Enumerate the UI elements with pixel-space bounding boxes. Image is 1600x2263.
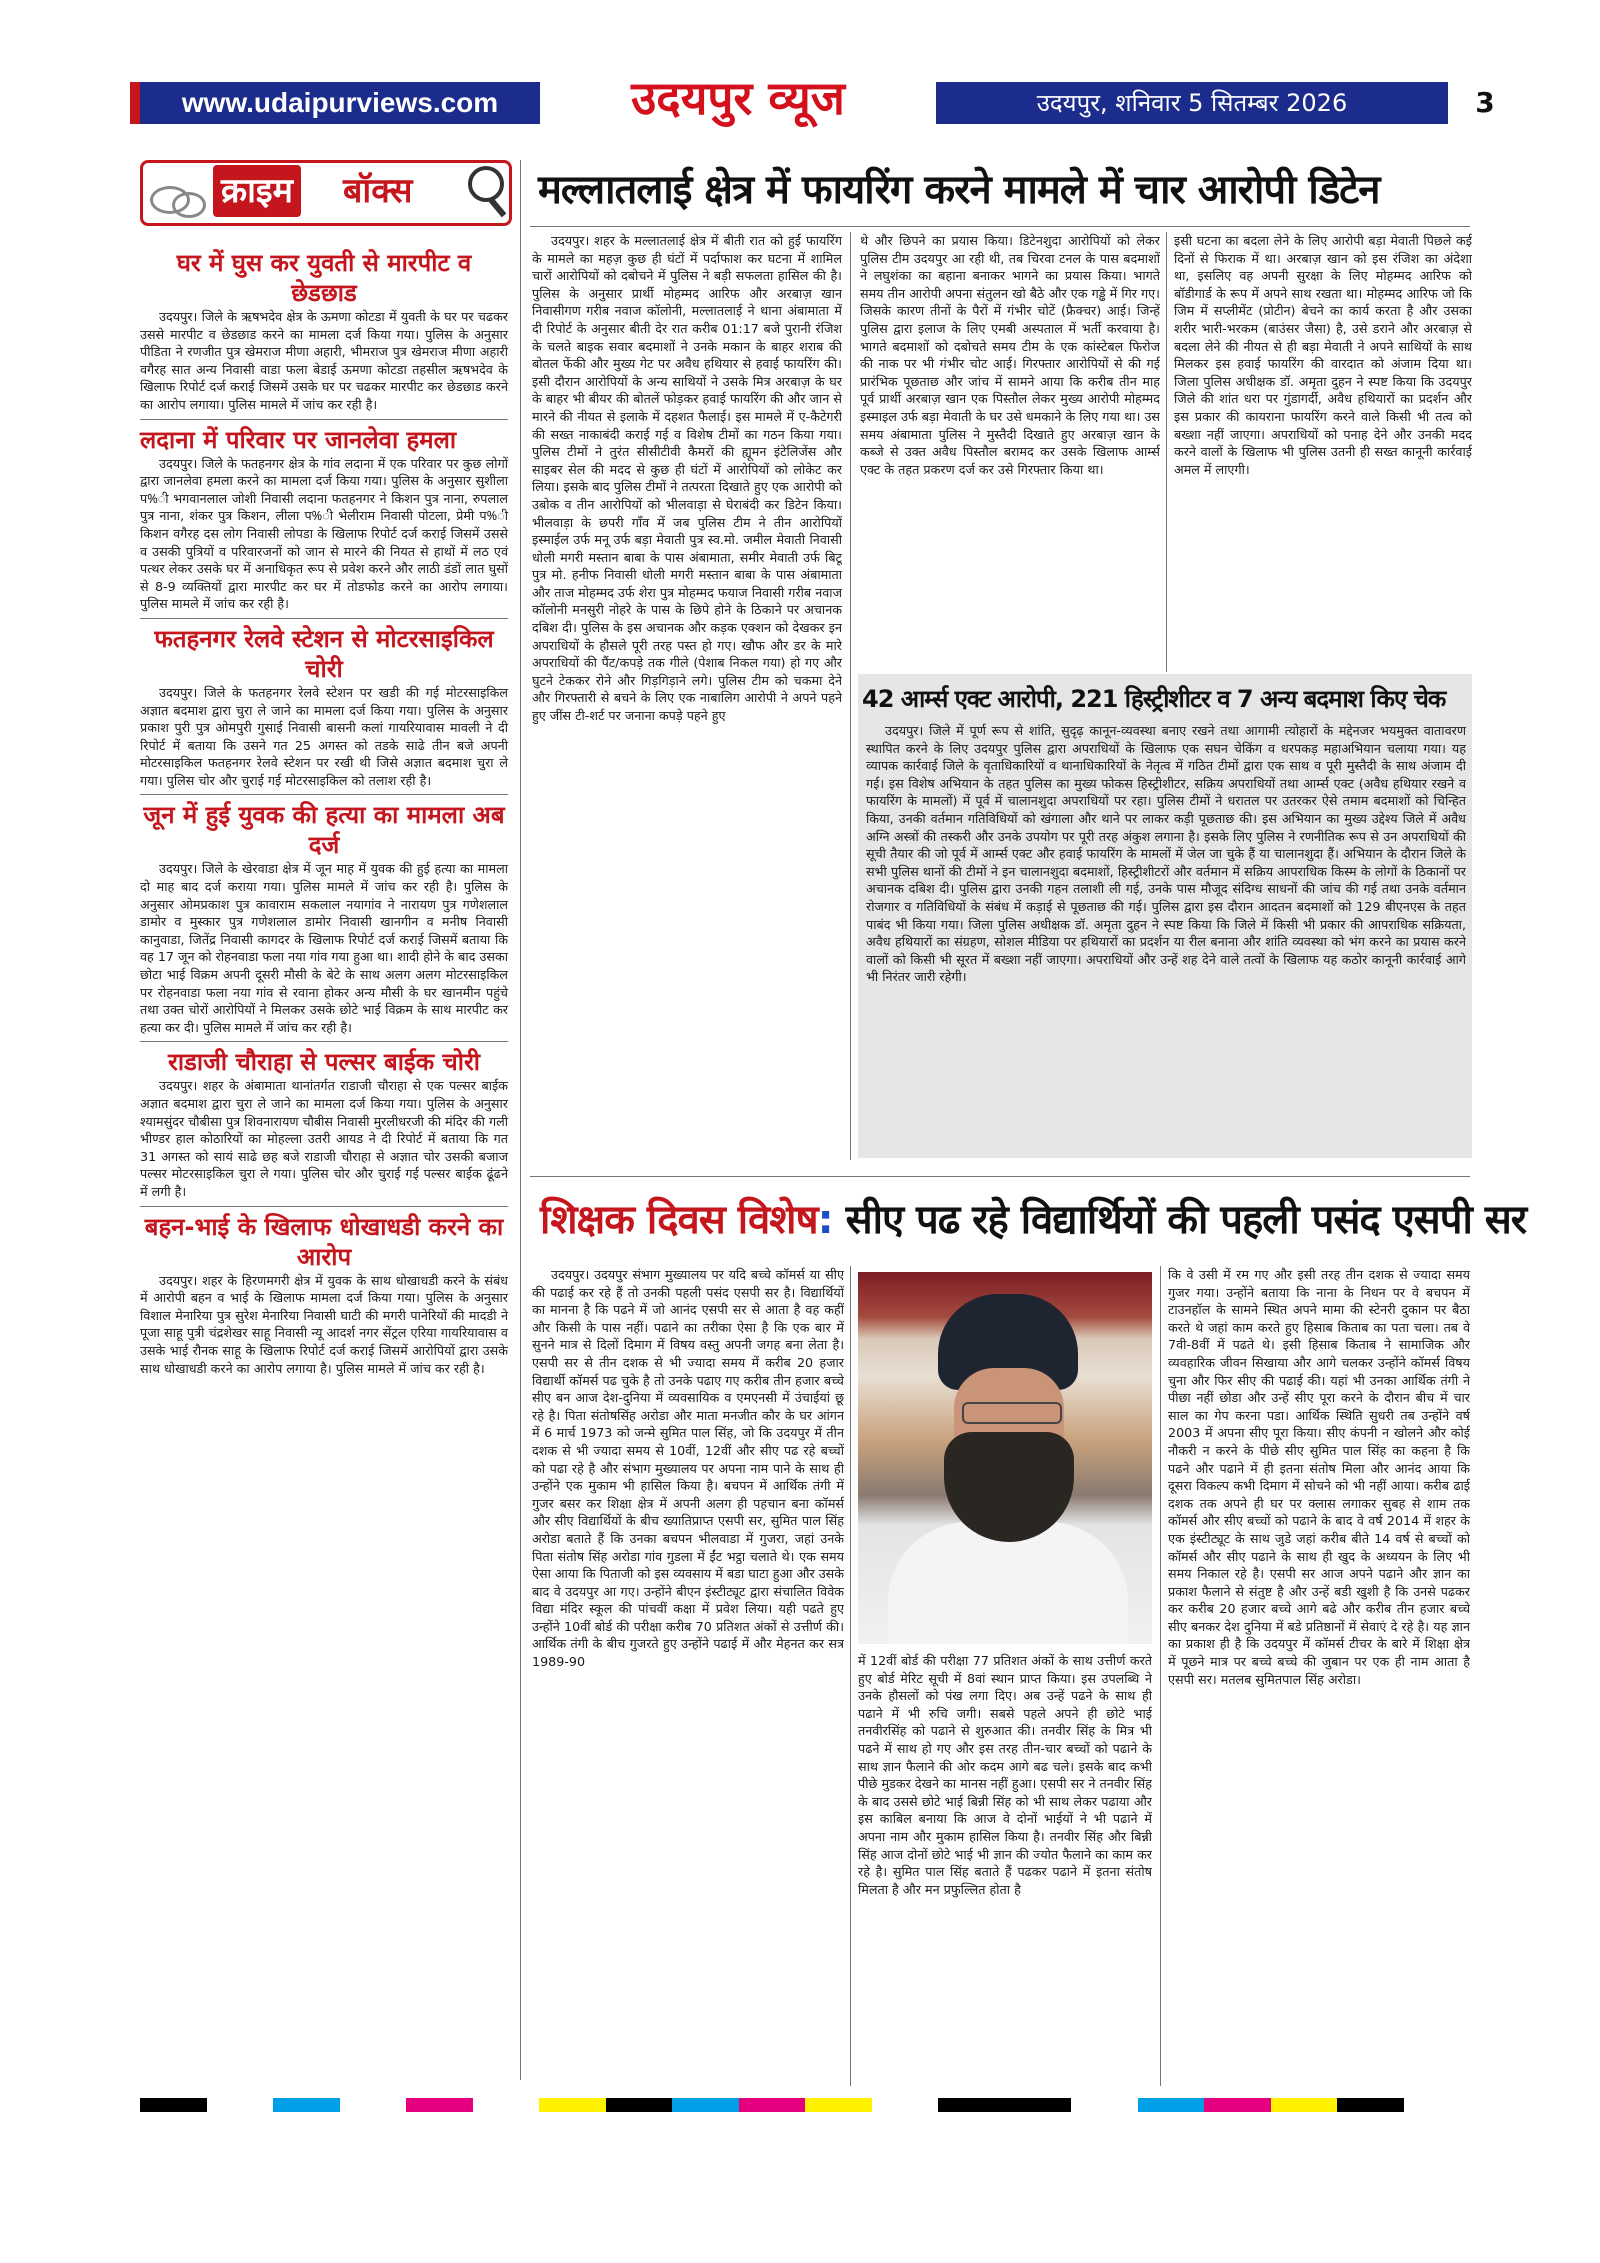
color-swatch [1204, 2098, 1271, 2112]
story-block [140, 425, 508, 613]
divider [140, 618, 508, 619]
color-swatch [473, 2098, 540, 2112]
teacher-story-col1: उदयपुर। उदयपुर संभाग मुख्यालय पर यदि बच्चे कॉमर्स या सीए की पढाई कर रहे हैं तो उनकी पहली पसंद एसपी सर है। विद्यार्थियों का मानना है कि पढने में जो आनंद एसपी सर से आता है वह कहीं और किसी के पास नहीं। पढाने का तरीका ऐसा है कि एक बार में सुनने मात्र से दिलों दिमाग में विषय वस्तु अपनी जगह बना लेता है। एसपी सर से तीन दशक से भी ज्यादा समय में करीब 20 हजार विद्यार्थी कॉमर्स पढ चुके है तो उनके पढाए गए करीब तीन हजार बच्चे सीए बन आज देश-दुनिया में व्यवसायिक व एमएनसी में उंचाईयां छू रहे है। पिता संतोषसिंह अरोडा और माता मनजीत कौर के घर आंगन में 6 मार्च 1973 को जन्मे सुमित पाल सिंह, जो कि उदयपुर में तीन दशक से भी ज्यादा समय से 10वीं, 12वीं और सीए पढ रहे बच्चों को पढा रहे है और संभाग मुख्यालय पर अपना नाम पाने के साथ ही उन्होंने एक मुकाम भी हासिल किया है। बचपन में आर्थिक तंगी में गुजर बसर कर शिक्षा क्षेत्र में अपनी अलग ही पहचान बना कॉमर्स और सीए विद्यार्थियों के बीच ख्यातिप्राप्त एसपी सर, सुमित पाल सिंह अरोडा बताते हैं कि उनका बचपन भीलवाडा में गुजरा, जहां उनके पिता संतोष सिंह अरोडा गांव गुडला में ईंट भट्ठा चलाते थे। एक समय ऐसा आया कि पिताजी को इस व्यवसाय में बडा घाटा हुआ और उसके बाद वे उदयपुर आ गए। उन्होंने बीएन इंस्टीट्यूट द्वारा संचालित विवेक विद्या मंदिर स्कूल की पांचवीं कक्षा में प्रवेश लिया। यही पढते हुए उन्होंने 10वीं बोर्ड की परीक्षा करीब 70 प्रतिशत अंकों से उत्तीर्ण की। आर्थिक तंगी के बीच गुजरते हुए उन्होंने पढाई में और मेहनत कर सत्र 1989-90 [532, 1267, 844, 1670]
color-swatch [938, 2098, 1005, 2112]
story-body: उदयपुर। जिले के खेरवाडा क्षेत्र में जून माह में युवक की हुई हत्या का मामला दो माह बाद दर्ज कराया गया। पुलिस मामले में जांच कर रही है। पुलिस के अनुसार ओमप्रकाश पुत्र कावाराम सकलाल नयागांव ने नारायण पुत्र गणेशलाल डामोर व मुस्कार पुत्र गणेशलाल डामोर निवासी खानगीन व मनीष निवासी कानुवाडा, जितेंद्र निवासी कागदर के खिलाफ रिपोर्ट दर्ज कराई जिसमें बताया कि वह 17 जून को रोहनवाडा फला नया गांव गया हुआ था। शादी होने के बाद उसका छोटा भाई विक्रम अपनी दूसरी मौसी के बेटे के साथ अलग अलग मोटरसाइकिल पर रोहनवाडा फला नया गांव से रवाना होकर अन्य मौसी के घर खानमीन पहुंचे तथा उक्त चोरों आरोपियों ने मिलकर उसके छोटे भाई विक्रम के साथ मारपीट कर हत्या कर दी। पुलिस मामले में जांच कर रही है। [140, 861, 508, 1035]
color-swatch [672, 2098, 739, 2112]
issue-date: उदयपुर, शनिवार 5 सितम्बर 2026 [936, 82, 1448, 124]
firing-story-col1: उदयपुर। शहर के मल्लातलाई क्षेत्र में बीती रात को हुई फायरिंग के मामले का महज़ कुछ ही घंटों में पर्दाफाश कर घटना में शामिल चारों आरोपियों को दबोचने में पुलिस ने बड़ी सफलता हासिल की है। पुलिस के अनुसार प्रार्थी मोहम्मद आरिफ और अरबाज़ खान निवासीगण गरीब नवाज कॉलोनी, मल्लातलाई ने थाना अंबामाता में दी रिपोर्ट के अनुसार बीती देर रात करीब 01:17 बजे पुरानी रंजिश के चलते बाइक सवार बदमाशों ने उनके मकान के बाहर शराब की बोतल फेंकी और मुख्य गेट पर अवैध हथियार से हवाई फायरिंग की। इसी दौरान आरोपियों के अन्य साथियों ने उसके मित्र अरबाज़ के घर के बाहर भी बीयर की बोतलें फोड़कर हवाई फायरिंग की और जान से मारने की नीयत से इलाके में दहशत फैलाई। इस मामले में ए-कैटेगरी की सख्त नाकाबंदी कराई गई व विशेष टीमों का गठन किया गया। पुलिस टीमों ने तुरंत सीसीटीवी कैमरों की ह्यूमन इंटेलिजेंस और साइबर सेल की मदद से कुछ ही घंटों में आरोपियों को लोकेट कर लिया। इसके बाद पुलिस टीमों ने तत्परता दिखाते हुए एक आरोपी को उबोक व तीन आरोपियों को भीलवाड़ा से घेराबंदी कर डिटेन किया। भीलवाड़ा के छपरी गाँव में जब पुलिस टीम ने तीन आरोपियों इस्माईल उर्फ मनू उर्फ बड़ा मेवाती पुत्र स्व.मो. जमील मेवाती निवासी धोली मगरी मस्तान बाबा के पास अंबामाता, समीर मेवाती उर्फ बिटू पुत्र मो. हनीफ निवासी धोली मगरी मस्तान बाबा के पास अंबामाता और ताज मोहम्मद उर्फ शेरा पुत्र मोहम्मद फयाज निवासी गरीब नवाज कॉलोनी मनसुरी नोहरे के पास के छिपे होने के ठिकाने पर अचानक दबिश दी। पुलिस के इस अचानक और कड़क एक्शन को देखकर इन अपराधियों के हौसले पूरी तरह पस्त हो गए। खौफ और डर के मारे अपराधियों की पैंट/कपड़े तक गीले (पेशाब निकल गया) हो गए और घुटने टेककर रोने और गिड़गिड़ाने लगे। पुलिस टीम को चकमा देने और गिरफ्तारी से बचने के लिए एक नाबालिग आरोपी ने अपने पहने हुए जींस टी-शर्ट पर जनाना कपड़े पहने हुए [532, 233, 842, 724]
arms-story-headline: 42 आर्म्स एक्ट आरोपी, 221 हिस्ट्रीशीटर व 7 अन्य बदमाश किए चेक [862, 685, 1446, 713]
firing-story-headline: मल्लातलाई क्षेत्र में फायरिंग करने मामले में चार आरोपी डिटेन [538, 167, 1380, 213]
story-body: उदयपुर। जिले के ऋषभदेव क्षेत्र के ऊमणा कोटडा में युवती के घर पर चढकर उससे मारपीट व छेडछाड करने का मामला दर्ज किया गया। पुलिस के अनुसार पीडिता ने रणजीत पुत्र खेमराज मीणा अहारी, भीमराज पुत्र खेमराज मीणा अहारी वगैरह सात अन्य निवासी वाडा फला बेडाई ऊमणा कोटडा तहसील ऋषभदेव के खिलाफ रिपोर्ट दर्ज कराई जिसमें उसके घर पर चढकर मारपीट कर छेडछाड करने का आरोप लगाया। पुलिस मामले में जांच कर रही है। [140, 309, 508, 412]
story-block [140, 1047, 508, 1200]
masthead [140, 71, 1500, 125]
color-swatch [140, 2098, 207, 2112]
crime-box-word2: बॉक्स [343, 171, 413, 211]
story-body: उदयपुर। शहर के हिरणमगरी क्षेत्र में युवक के साथ धोखाधडी करने के संबंध में आरोपी बहन व भाई के खिलाफ मामला दर्ज किया गया। पुलिस के अनुसार विशाल मेनारिया पुत्र सुरेश मेनारिया निवासी घाटी की मगरी पानेरियों की मादडी ने पूजा साहू पुत्री चंद्रशेखर साहू निवासी न्यू आदर्श नगर सेंट्रल एरिया गायरियावास व उसके भाई रौनक साहू के खिलाफ रिपोर्ट दर्ज कराई जिसमें आरोपियों द्वारा उसके साथ धोखाधडी करने का आरोप लगाया है। पुलिस मामले में जांच कर रही है। [140, 1272, 508, 1376]
color-swatch [539, 2098, 606, 2112]
column-rule [1160, 1266, 1161, 2086]
headline-main: सीए पढ रहे विद्यार्थियों की पहली पसंद एसपी सर [845, 1197, 1527, 1243]
story-heading: लदाना में परिवार पर जानलेवा हमला [140, 425, 457, 454]
divider [140, 794, 508, 795]
column-rule [1166, 232, 1167, 672]
story-body: उदयपुर। जिले के फतहनगर क्षेत्र के गांव लदाना में एक परिवार पर कुछ लोगों द्वारा जानलेवा हमला करने का मामला दर्ज किया गया। पुलिस के अनुसार सुशीला प%ी भगवानलाल जोशी निवासी लदाना फतहनगर ने किशन पुत्र नाना, रुपलाल पुत्र नाना, शंकर पुत्र किशन, लीला प%ी भेलीराम निवासी पोटला, प्रेमी प%ी किशन वगैरह दस लोग निवासी लोपडा के खिलाफ रिपोर्ट दर्ज कराई जिसमें उससे व उसकी पुत्रियों व परिवारजनों को जान से मारने की नियत से हाथों में लठ एवं पत्थर लेकर उसके घर में अनाधिकृत रूप से प्रवेश करने और लाठी डंडों लात घुसों से 8-9 व्यक्तियों द्वारा मारपीट कर घर में तोडफोड करने का आरोप लगाया। पुलिस मामले में जांच कर रही है। [140, 455, 508, 612]
color-swatch [872, 2098, 939, 2112]
column-rule [520, 160, 521, 2080]
story-heading: घर में घुस कर युवती से मारपीट व छेडछाड [176, 249, 472, 307]
color-swatch [1138, 2098, 1205, 2112]
story-heading: फतहनगर रेलवे स्टेशन से मोटरसाइकिल चोरी [154, 624, 494, 683]
story-heading: राडाजी चौराहा से पल्सर बाईक चोरी [168, 1048, 480, 1077]
firing-story-col2: थे और छिपने का प्रयास किया। डिटेनशुदा आरोपियों को लेकर पुलिस टीम उदयपुर आ रही थी, तब चिरवा टनल के पास बदमाशों ने लघुशंका का बहाना बनाकर भागने का प्रयास किया। भागते समय तीन आरोपी अपना संतुलन खो बैठे और एक गड्ढे में गिर गए। जिसके कारण तीनों के पैरों में गंभीर चोटें (फ्रैक्चर) आई। जिन्हें पुलिस द्वारा इलाज के लिए एमबी अस्पताल में भर्ती करवाया है। भागते बदमाशों को दबोचते समय टीम के एक कांस्टेबल फिरोज की नाक पर भी गंभीर चोट आई। गिरफ्तार आरोपियों से की गई प्रारंभिक पूछताछ और जांच में सामने आया कि करीब तीन माह पूर्व प्रार्थी अरबाज़ खान एक पिस्तौल लेकर मुख्य आरोपी मोहम्मद इस्माइल उर्फ बड़ा मेवाती के घर उसे धमकाने के लिए गया था। उस समय अंबामाता पुलिस ने मुस्तैदी दिखाते हुए अरबाज़ खान के कब्जे से उक्त अवैध पिस्तौल बरामद कर उसके खिलाफ आर्म्स एक्ट के तहत प्रकरण दर्ज कर उसे गिरफ्तार किया था। [860, 233, 1160, 477]
headline-kicker: शिक्षक दिवस विशेष [540, 1197, 818, 1243]
teacher-story-headline [540, 1190, 1527, 1254]
story-block [140, 248, 508, 414]
page-number: 3 [1475, 86, 1495, 119]
divider [140, 1041, 508, 1042]
color-swatch [1071, 2098, 1138, 2112]
website-url[interactable]: www.udaipurviews.com [140, 82, 540, 124]
color-swatch [207, 2098, 274, 2112]
firing-story-col3: इसी घटना का बदला लेने के लिए आरोपी बड़ा मेवाती पिछले कई दिनों से फिराक में था। अरबाज़ खान को इस रंजिश का अंदेशा था, इसलिए वह अपनी सुरक्षा के लिए मोहम्मद आरिफ को बॉडीगार्ड के रूप में अपने साथ रखता था। मोहम्मद आरिफ जो कि जिम में सप्लीमेंट (प्रोटीन) बेचने का कार्य करता है और उसका शरीर भारी-भरकम (बाउंसर जैसा) है, उसे डराने और अरबाज़ से बदला लेने की नीयत से ही बड़ा मेवाती ने अपने साथियों के साथ मिलकर इस हवाई फायरिंग की वारदात को अंजाम दिया था। जिला पुलिस अधीक्षक डॉ. अमृता दुहन ने स्पष्ट किया कि उदयपुर जिले की शांत धरा पर गुंडागर्दी, अवैध हथियारों का प्रदर्शन और इस प्रकार की कायराना फायरिंग करने वाले किसी भी तत्व को बख्शा नहीं जाएगा। अपराधियों को पनाह देने और उनकी मदद करने वालों के खिलाफ भी पुलिस उतनी ही सख्त कानूनी कार्रवाई अमल में लाएगी। [1174, 233, 1472, 477]
teacher-story-col2: में 12वीं बोर्ड की परीक्षा 77 प्रतिशत अंकों के साथ उत्तीर्ण करते हुए बोर्ड मेरिट सूची में 8वां स्थान प्राप्त किया। इस उपलब्धि ने उनके हौसलों को पंख लगा दिए। अब उन्हें पढने के साथ ही पढाने में भी रुचि जगी। सबसे पहले अपने ही छोटे भाई तनवीरसिंह को पढाने से शुरुआत की। तनवीर सिंह के मित्र भी पढने में साथ हो गए और इस तरह तीन-चार बच्चों को पढाने के साथ ज्ञान फैलाने की ओर कदम आगे बढ चले। इसके बाद कभी पीछे मुडकर देखने का मानस नहीं हुआ। एसपी सर ने तनवीर सिंह के बाद उससे छोटे भाई बिन्नी सिंह को भी साथ लेकर पढाया और इस काबिल बनाया कि आज वे दोनों भाईयों ने भी पढाने में अपना नाम और मुकाम हासिल किया है। तनवीर सिंह और बिन्नी सिंह आज दोनों छोटे भाई भी ज्ञान की ज्योत फैलाने का काम कर रहे है। सुमित पाल सिंह बताते हैं पढकर पढाने में इतना संतोष मिलता है और मन प्रफुल्लित होता है [858, 1653, 1152, 1897]
color-swatch [1404, 2098, 1471, 2112]
divider [140, 1206, 508, 1207]
color-swatch [273, 2098, 340, 2112]
story-block [140, 800, 508, 1036]
color-swatch [606, 2098, 673, 2112]
teacher-photo [858, 1272, 1152, 1644]
color-swatch [406, 2098, 473, 2112]
column-rule [850, 232, 851, 1160]
story-block [140, 1212, 508, 1378]
newspaper-name: उदयपुर व्यूज [631, 71, 845, 125]
story-block [140, 624, 508, 790]
teacher-story-col3: कि वे उसी में रम गए और इसी तरह तीन दशक से ज्यादा समय गुजर गया। उन्होंने बताया कि नाना के निधन पर वे बचपन में टाउनहॉल के सामने स्थित अपने मामा की स्टेनरी दुकान पर बैठा करते थे जहां काम करते हुए हिसाब किताब का पता चला। तब वे 7वी-8वीं में पढते थे। इसी हिसाब किताब ने सामाजिक और व्यवहारिक जीवन सिखाया और आगे चलकर उन्होंने कॉमर्स विषय चुना और फिर सीए की पढाई की। यहां भी उनका आर्थिक तंगी ने पीछा नहीं छोडा और उन्हें सीए पूरा करने के दौरान बीच में चार साल का गेप करना पडा। आर्थिक स्थिति सुधरी तब उन्होंने वर्ष 2003 में अपना सीए पूरा किया। सीए कंपनी न खोलने और कोई नौकरी न करने के पीछे सीए सुमित पाल सिंह का कहना है कि पढने और पढाने में ही इतना संतोष मिला और आनंद आया कि दूसरा विकल्प कभी दिमाग में सोचने को भी नहीं आया। करीब ढाई दशक तक अपने ही घर पर क्लास लगाकर सुबह से शाम तक कॉमर्स और सीए बच्चों को पढाने के बाद वे वर्ष 2014 में शहर के एक इंस्टीट्यूट के साथ जुडे जहां करीब बीते 14 वर्ष से बच्चों को कॉमर्स और सीए पढाने के साथ ही खुद के अध्ययन के लिए भी समय निकाल रहे है। एसपी सर आज अपने पढाने और ज्ञान का प्रकाश फैलाने से संतुष्ट है और उन्हें बडी खुशी है कि उनसे पढकर कर करीब 20 हजार बच्चे आगे बढे और करीब तीन हजार बच्चे सीए बनकर देश दुनिया में बडे प्रतिष्ठानों में सेवाएं दे रहे है। यह ज्ञान का प्रकाश ही है कि उदयपुर में कॉमर्स टीचर के बारे में शिक्षा क्षेत्र में पूछने मात्र पर बच्चे बच्चे की जुबान पर एक ही नाम आता है एसपी सर। मतलब सुमितपाल सिंह अरोडा। [1168, 1267, 1470, 1687]
color-swatch [739, 2098, 806, 2112]
handcuffs-icon [172, 192, 206, 218]
crime-box-word1: क्राइम [213, 165, 301, 217]
arms-story-body: उदयपुर। जिले में पूर्ण रूप से शांति, सुदृढ़ कानून-व्यवस्था बनाए रखने तथा आगामी त्योहारों के मद्देनजर भयमुक्त वातावरण स्थापित करने के लिए उदयपुर पुलिस द्वारा अपराधियों के खिलाफ एक सघन चेकिंग व धरपकड़ महाअभियान चलाया गया। यह व्यापक कार्रवाई जिले के वृताधिकारियों व थानाधिकारियों के नेतृत्व में गठित टीमों द्वारा एक साथ व पूरी मुस्तैदी के साथ अंजाम दी गई। इस विशेष अभियान के तहत पुलिस का मुख्य फोकस हिस्ट्रीशीटर, सक्रिय अपराधियों तथा आर्म्स एक्ट (अवैध हथियार रखने व फायरिंग के मामलों) में पूर्व में चालानशुदा अपराधियों पर रहा। पुलिस टीमों ने धरातल पर उतरकर ऐसे तमाम बदमाशों को चिन्हित किया, उनकी वर्तमान गतिविधियों को खंगाला और थाने पर लाकर कड़ी पूछताछ की। इस अभियान का मुख्य उद्देश्य जिले में अवैध अग्नि अस्त्रों की तस्करी और उनके उपयोग पर पूरी तरह अंकुश लगाना है। इसके लिए पुलिस ने रणनीतिक रूप से उन अपराधियों की सूची तैयार की जो पूर्व में आर्म्स एक्ट और हवाई फायरिंग के मामलों में जेल जा चुके हैं या चालानशुदा हैं। अभियान के दौरान जिले के सभी पुलिस थानों की टीमों ने इन चालानशुदा बदमाशों, हिस्ट्रीशीटरों और वर्तमान में सक्रिय आपराधिक किस्म के लोगों के ठिकानों पर अचानक दबिश दी। पुलिस द्वारा उनकी गहन तलाशी ली गई, उनके पास मौजूद संदिग्ध साधनों की जांच की गई तथा उनके वर्तमान रोजगार व गतिविधियों के संबंध में कड़ाई से पूछताछ की गई। पुलिस द्वारा इस दौरान आदतन बदमाशों को 129 बीएनएस के तहत पाबंद भी किया गया। जिला पुलिस अधीक्षक डॉ. अमृता दुहन ने स्पष्ट किया कि जिले में किसी भी प्रकार की आपराधिक सक्रियता, अवैध हथियारों का संग्रहण, सोशल मीडिया पर हथियारों का प्रदर्शन या रील बनाना और शांति व्यवस्था को भंग करने का प्रयास करने वालों को किसी भी सूरत में बख्शा नहीं जाएगा। अपराधियों और उन्हें शह देने वाले तत्वों के खिलाफ यह कठोर कानूनी कार्रवाई आगे भी निरंतर जारी रहेगी। [866, 723, 1466, 985]
magnifier-icon [468, 166, 504, 202]
print-color-bar [140, 2098, 1470, 2112]
story-body: उदयपुर। शहर के अंबामाता थानांतर्गत राडाजी चौराहा से एक पल्सर बाईक अज्ञात बदमाश द्वारा चुरा ले जाने का मामला दर्ज किया गया। पुलिस के अनुसार श्यामसुंदर चौबीसा पुत्र शिवनारायण चौबीस निवासी मुरलीधरजी की मंदिर की गली भीण्डर हाल कोठारियों का मोहल्ला उतरी आयड ने दी रिपोर्ट में बताया कि गत 31 अगस्त को सायं साढे छह बजे राडाजी चौराहा से अज्ञात चोर उसकी बजाज पल्सर मोटरसाइकिल चुरा ले गया। पुलिस चोर और चुराई गई पल्सर बाईक ढूंढने में लगी है। [140, 1078, 508, 1199]
story-heading: बहन-भाई के खिलाफ धोखाधडी करने का आरोप [144, 1212, 504, 1271]
divider [530, 1176, 1470, 1177]
color-swatch [340, 2098, 407, 2112]
crime-column [140, 248, 508, 2088]
divider [530, 226, 1470, 227]
divider [140, 419, 508, 420]
color-swatch [1337, 2098, 1404, 2112]
color-swatch [1271, 2098, 1338, 2112]
story-heading: जून में हुई युवक की हत्या का मामला अब दर्ज [143, 801, 505, 860]
color-swatch [1005, 2098, 1072, 2112]
column-rule [850, 1266, 851, 2086]
story-body: उदयपुर। जिले के फतहनगर रेलवे स्टेशन पर खडी की गई मोटरसाइकिल अज्ञात बदमाश द्वारा चुरा ले जाने का मामला दर्ज किया गया। पुलिस के अनुसार प्रकाश पुरी पुत्र ओमपुरी गुसाई निवासी बासनी कलां गायरियावास मावली ने दी रिपोर्ट में बताया कि उसने गत 25 अगस्त को तडके साढे तीन बजे अपनी मोटरसाइकिल फतहनगर रेलवे स्टेशन पर रखी थी जिसे अज्ञात बदमाश चुरा ले गया। पुलिस चोर और चुराई गई मोटरसाइकिल को तलाश रही है। [140, 684, 508, 788]
color-swatch [805, 2098, 872, 2112]
headline-colon: : [817, 1197, 833, 1243]
